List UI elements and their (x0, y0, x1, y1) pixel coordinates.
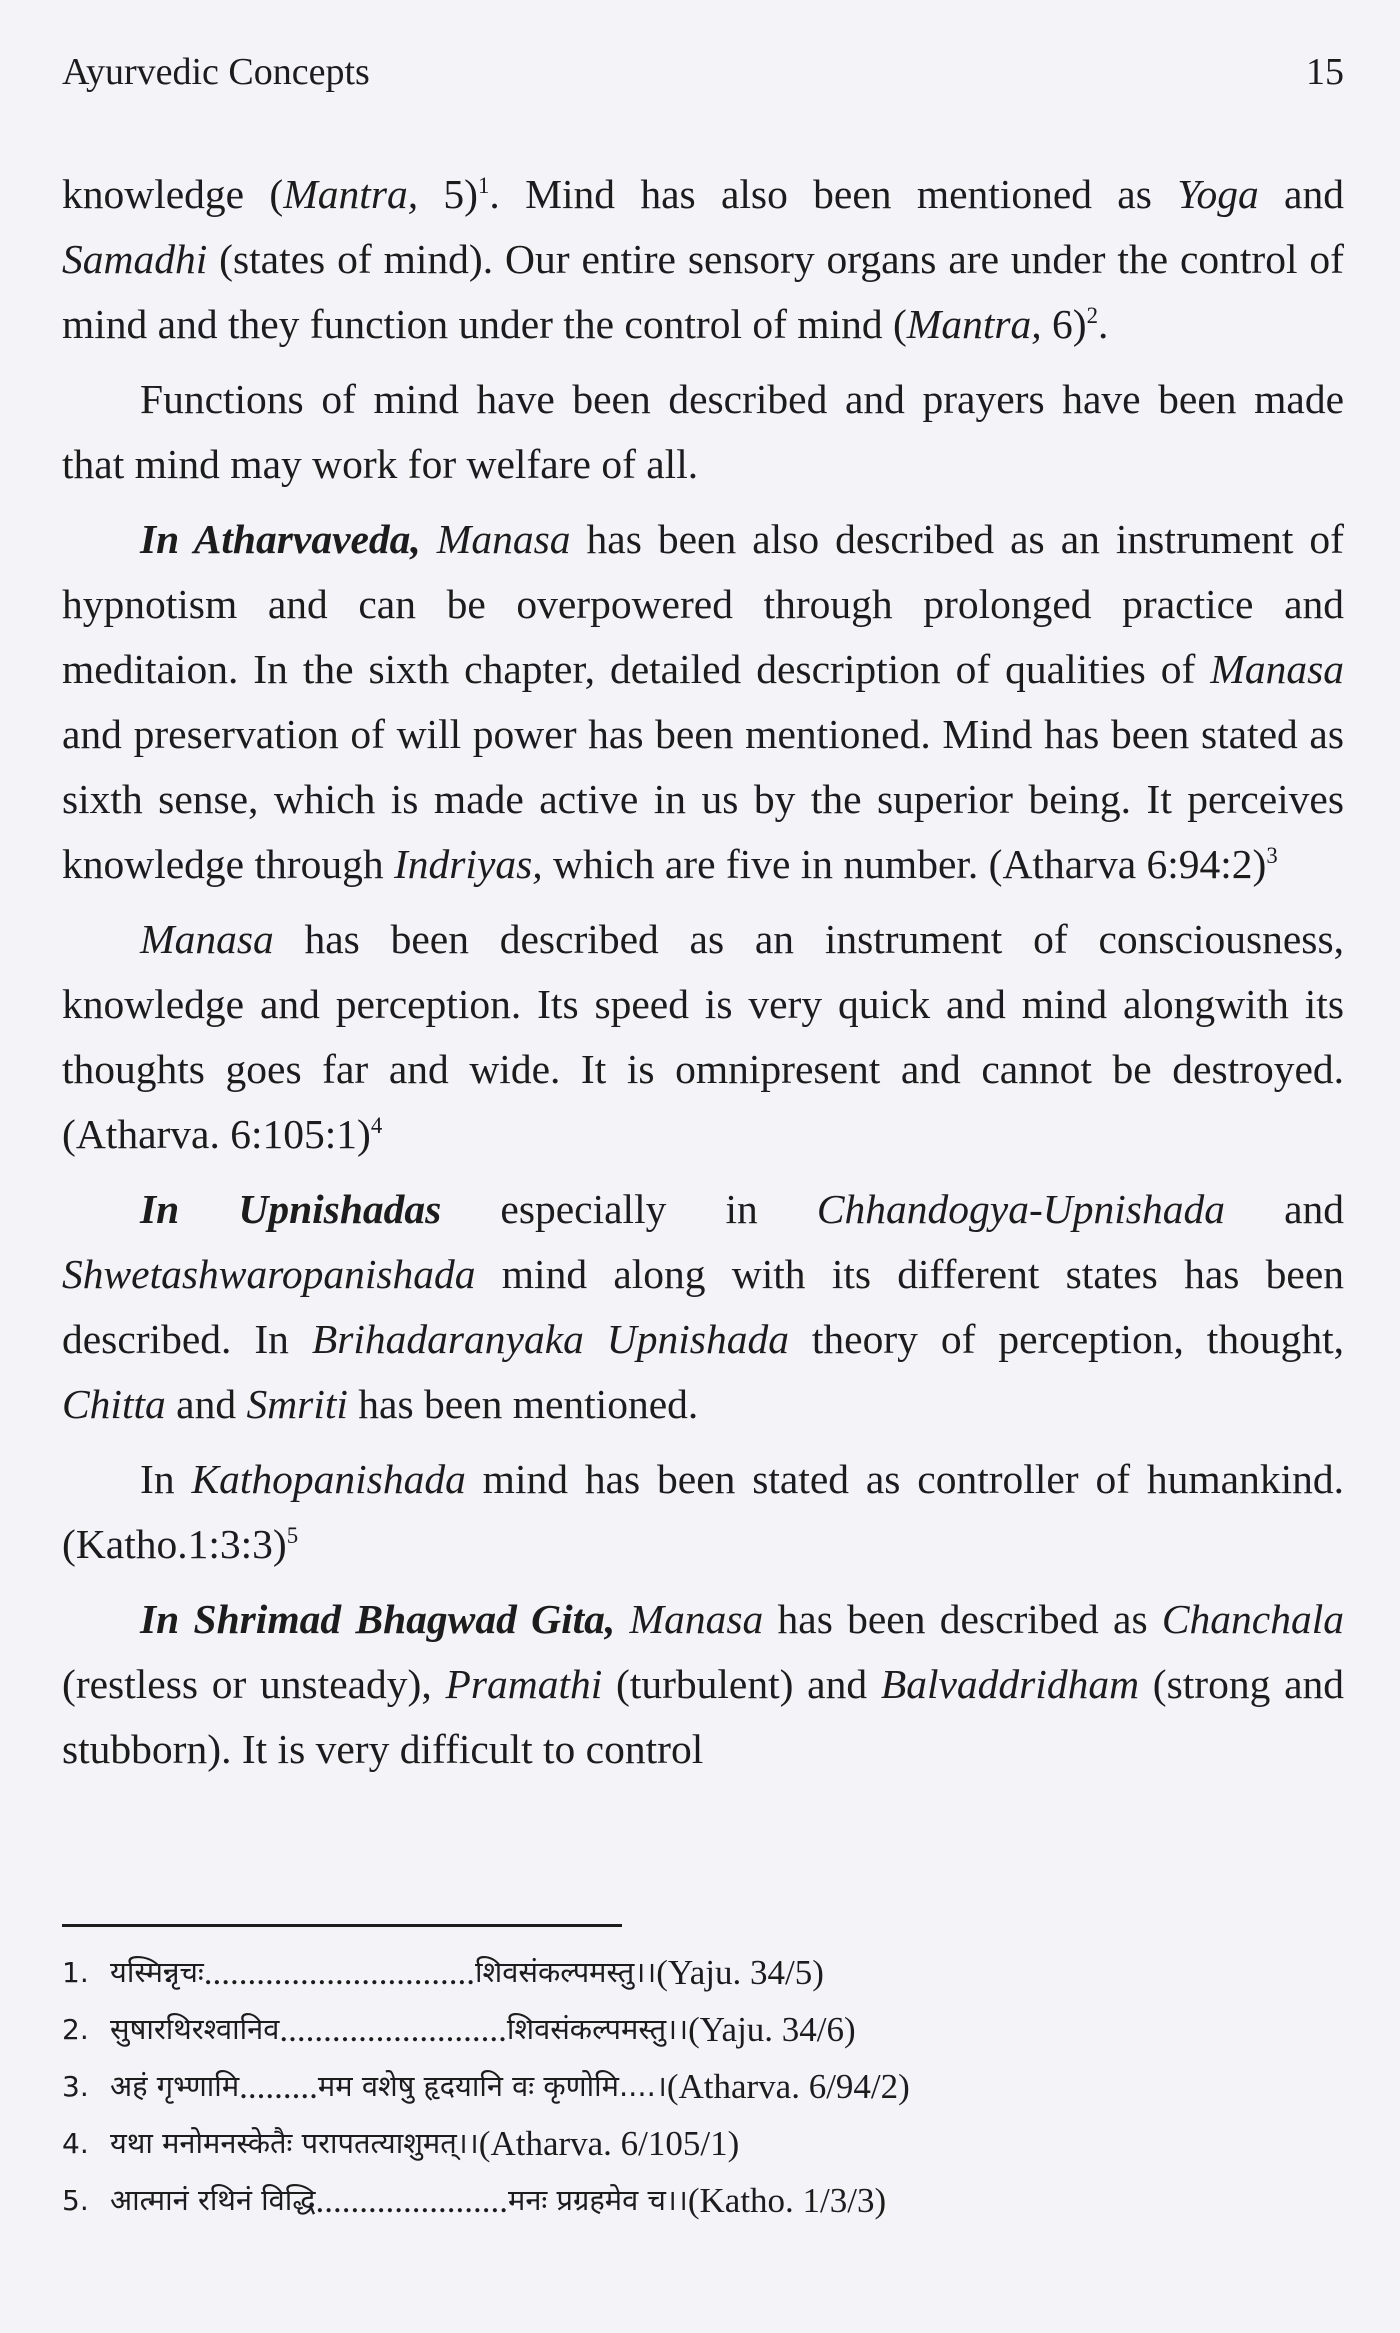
footnote (62, 2001, 1344, 2058)
footnote-sanskrit-end: शिवसंकल्पमस्तु।। (475, 1955, 657, 1989)
bold-italic-term: In Upnishadas (140, 1186, 442, 1232)
footnote-ellipsis: ......... (239, 2067, 318, 2106)
footnote-number: 1. (62, 1956, 89, 1989)
footnote-sanskrit-start: अहं गृभ्णामि (110, 2069, 240, 2103)
text-run: knowledge ( (62, 171, 284, 217)
text-run: 6) (1041, 301, 1087, 347)
footnote-sanskrit-end: शिवसंकल्पमस्तु।। (506, 2012, 689, 2046)
paragraph (62, 1177, 1344, 1437)
italic-term: Shwetashwaropanishada (62, 1251, 476, 1297)
text-run: and (165, 1381, 247, 1427)
footnote (62, 2058, 1344, 2115)
italic-term: Brihadaranyaka Upnishada (311, 1316, 789, 1362)
italic-term: Manasa (140, 916, 274, 962)
text-run: (states of mind). Our entire sensory organs are under the control of mind and they function under the control of mind ( (62, 236, 1344, 347)
footnote-ref: 5 (286, 1523, 299, 1549)
italic-term: Samadhi (62, 236, 208, 282)
bold-italic-term: In Atharvaveda, (140, 516, 421, 562)
text-run: mind along with its different states has been described. In (62, 1251, 1344, 1362)
text-run: theory of perception, thought, (788, 1316, 1344, 1362)
footnote-sanskrit-end: मम वशेषु हृदयानि वः कृणोमि....। (317, 2069, 667, 2103)
text-run: 5) (418, 171, 478, 217)
text-run (615, 1596, 629, 1642)
running-header (62, 50, 1344, 94)
text-run: In (140, 1456, 192, 1502)
paragraph (62, 162, 1344, 357)
italic-term: Mantra, (906, 301, 1042, 347)
text-run: and (1258, 171, 1344, 217)
italic-term: Manasa (1210, 646, 1344, 692)
footnote-ref: 1 (478, 173, 490, 199)
footnote-ref: 3 (1266, 843, 1278, 869)
italic-term: Pramathi (445, 1661, 603, 1707)
text-run: has been described as an instrument of consciousness, knowledge and perception. Its speed is very quick and mind alongwith its thoughts goes far and wide. It is omnipresent and cannot be destroyed. (Atharva. 6:105:1) (62, 916, 1344, 1157)
paragraph (62, 907, 1344, 1167)
footnote (62, 2172, 1344, 2229)
footnote-sanskrit-end: मनः प्रग्रहमेव च।। (508, 2183, 688, 2217)
footnote-ellipsis: ............................... (203, 1953, 476, 1992)
footnote (62, 1944, 1344, 2001)
text-run: has been also described as an instrument of hypnotism and can be overpowered through prolonged practice and meditaion. In the sixth chapter, detailed description of qualities of (62, 516, 1344, 692)
footnote-sanskrit-start: सुषारथिरश्वानिव (110, 2012, 280, 2046)
footnote-number: 4. (62, 2127, 89, 2160)
text-run: Functions of mind have been described and prayers have been made that mind may work for welfare of all. (62, 376, 1344, 487)
footnote-number: 2. (62, 2013, 89, 2046)
footnote-sanskrit-start: यथा मनोमनस्केतैः परापतत्याशुमत्।। (110, 2126, 479, 2160)
footnotes (62, 1944, 1344, 2229)
italic-term: Balvaddridham (880, 1661, 1140, 1707)
footnote-number: 5. (62, 2184, 89, 2217)
text-run: . (1098, 301, 1109, 347)
text-run: has been mentioned. (347, 1381, 699, 1427)
footnote-sanskrit-start: आत्मानं रथिनं विद्धि (110, 2183, 316, 2217)
footnote-ref: 2 (1086, 303, 1099, 329)
paragraph (62, 507, 1344, 897)
italic-term: Indriyas, (393, 841, 543, 887)
italic-term: Yoga (1177, 171, 1259, 217)
italic-term: Chhandogya-Upnishada (816, 1186, 1225, 1232)
footnote-ellipsis: ...................... (315, 2181, 508, 2220)
text-run: and (1224, 1186, 1344, 1232)
running-header-title: Ayurvedic Concepts (62, 51, 370, 93)
text-run: which are five in number. (Atharva 6:94:2) (542, 841, 1267, 887)
italic-term: Chanchala (1161, 1596, 1345, 1642)
italic-term: Kathopanishada (191, 1456, 466, 1502)
footnote (62, 2115, 1344, 2172)
text-run: (restless or unsteady), (62, 1661, 446, 1707)
bold-italic-term: In Shrimad Bhagwad Gita, (140, 1596, 616, 1642)
italic-term: Manasa (629, 1596, 764, 1642)
italic-term: Smriti (246, 1381, 348, 1427)
text-run (421, 516, 437, 562)
text-run: mind has been stated as controller of humankind. (Katho.1:3:3) (62, 1456, 1344, 1567)
footnote-ellipsis: .......................... (279, 2010, 507, 2049)
footnote-number: 3. (62, 2070, 89, 2103)
body-text (62, 162, 1344, 1792)
paragraph (62, 1587, 1344, 1782)
paragraph (62, 367, 1344, 497)
footnote-reference: (Atharva. 6/105/1) (478, 2124, 740, 2163)
text-run: (strong and stubborn). It is very difficult to control (62, 1661, 1344, 1772)
footnote-reference: (Yaju. 34/6) (688, 2010, 856, 2049)
text-run: . Mind has also been mentioned as (489, 171, 1178, 217)
text-run: has been described as (763, 1596, 1162, 1642)
footnote-rule (62, 1924, 622, 1927)
paragraph (62, 1447, 1344, 1577)
footnote-reference: (Atharva. 6/94/2) (666, 2067, 910, 2106)
text-run: and preservation of will power has been mentioned. Mind has been stated as sixth sense, which is made active in us by the superior being. It perceives knowledge through (62, 711, 1344, 887)
italic-term: Mantra, (283, 171, 419, 217)
italic-term: Chitta (62, 1381, 166, 1427)
footnote-reference: (Katho. 1/3/3) (687, 2181, 887, 2220)
page-number: 15 (1306, 51, 1344, 93)
footnote-ref: 4 (370, 1113, 383, 1139)
italic-term: Manasa (436, 516, 571, 562)
footnote-reference: (Yaju. 34/5) (656, 1953, 824, 1992)
text-run: especially in (441, 1186, 817, 1232)
text-run: (turbulent) and (602, 1661, 881, 1707)
footnote-sanskrit-start: यस्मिन्नृचः (110, 1955, 204, 1989)
